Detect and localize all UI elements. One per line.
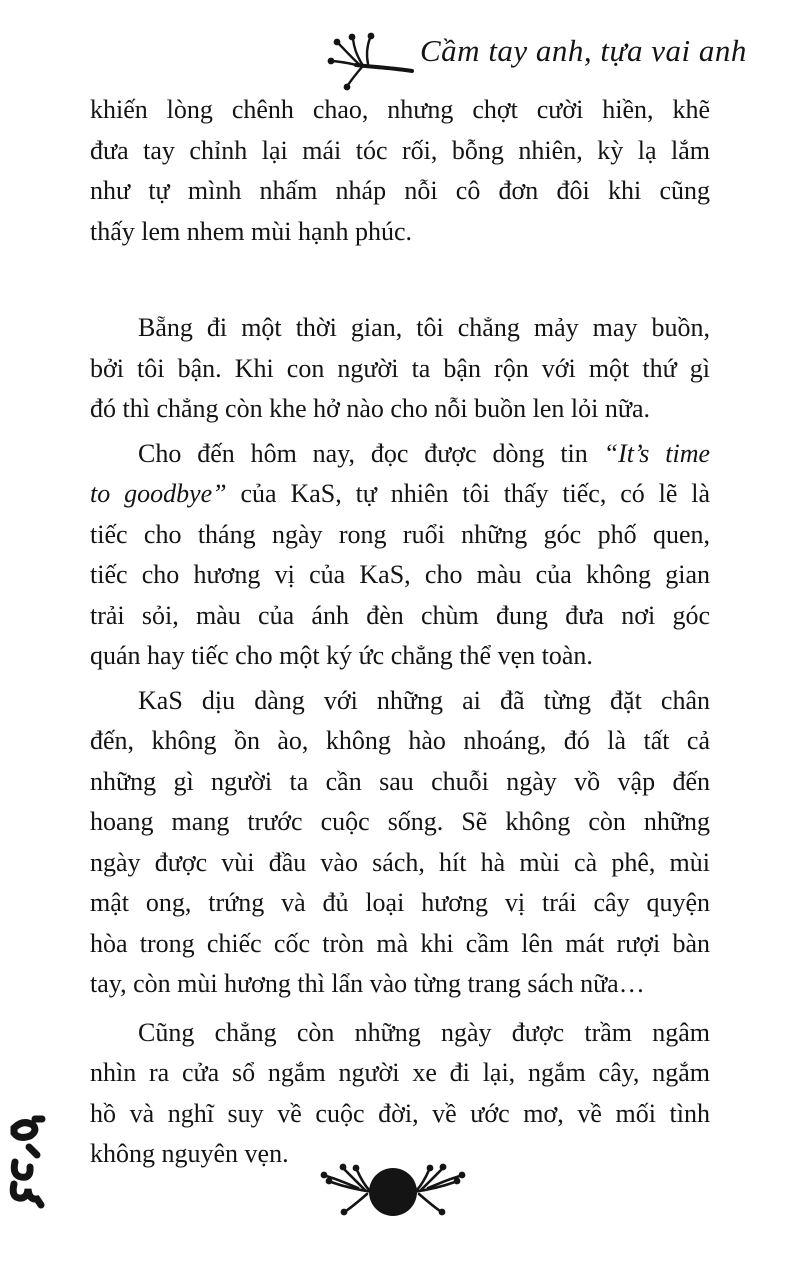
text-line (90, 555, 710, 596)
paragraph (90, 1013, 710, 1175)
text-segment: như tự mình nhấm nháp nỗi cô đơn đôi khi cũng (90, 176, 710, 205)
text-line (90, 171, 710, 212)
text-line (90, 515, 710, 556)
text-segment: trải sỏi, màu của ánh đèn chùm đung đưa nơi góc (90, 600, 710, 630)
text-line (90, 681, 710, 722)
running-header (0, 0, 800, 90)
text-segment: Bẵng đi một thời gian, tôi chẳng mảy may buồn, (138, 313, 710, 342)
text-segment: đưa tay chỉnh lại mái tóc rối, bỗng nhiên, kỳ lạ lắm (90, 135, 710, 165)
text-segment: hồ và nghĩ suy về cuộc đời, về ước mơ, về mối tình (90, 1098, 710, 1128)
text-line (90, 1094, 710, 1135)
text-segment: Cho đến hôm nay, đọc được dòng tin (138, 438, 604, 468)
text-segment: thấy lem nhem mùi hạnh phúc. (90, 216, 413, 246)
paragraph (90, 90, 710, 252)
paragraph (90, 434, 710, 677)
text-line (90, 721, 710, 762)
text-segment: bởi tôi bận. Khi con người ta bận rộn với một thứ gì (90, 353, 710, 383)
text-line (90, 762, 710, 803)
text-segment: hoang mang trước cuộc sống. Sẽ không còn những (90, 807, 710, 836)
text-segment: của KaS, tự nhiên tôi thấy tiếc, có lẽ là (226, 479, 711, 508)
text-line (90, 349, 710, 390)
berry-circle-divider-icon (313, 1154, 473, 1230)
text-line (90, 883, 710, 924)
text-line (90, 131, 710, 172)
text-segment: quán hay tiếc cho một ký ức chẳng thể vẹn toàn. (90, 641, 593, 670)
text-column (90, 90, 710, 1175)
text-line (90, 474, 710, 515)
text-line (90, 802, 710, 843)
text-segment: đến, không ồn ào, không hào nhoáng, đó là tất cả (90, 726, 710, 755)
text-segment: tiếc cho tháng ngày rong ruổi những góc phố quen, (90, 519, 710, 549)
text-line (90, 964, 710, 1005)
text-segment: ngày được vùi đầu vào sách, hít hà mùi cà phê, mùi (90, 847, 710, 877)
text-line (90, 308, 710, 349)
text-segment: khiến lòng chênh chao, nhưng chợt cười hiền, khẽ (90, 95, 710, 124)
text-line (90, 843, 710, 884)
text-line (90, 596, 710, 637)
paragraph (90, 681, 710, 1005)
text-line (90, 1013, 710, 1054)
text-line (90, 90, 710, 131)
paragraph (90, 308, 710, 430)
text-line (90, 636, 710, 677)
text-segment: mật ong, trứng và đủ loại hương vị trái cây quyện (90, 888, 710, 917)
text-segment: tiếc cho hương vị của KaS, cho màu của không gian (90, 560, 710, 589)
text-segment: Cũng chẳng còn những ngày được trầm ngâm (138, 1017, 710, 1047)
text-segment: những gì người ta cần sau chuỗi ngày vồ vập đến (90, 766, 710, 796)
italic-text-segment: to goodbye” (90, 479, 227, 508)
text-line (90, 212, 710, 253)
branch-sprig-icon (326, 30, 414, 92)
text-line (90, 924, 710, 965)
italic-text-segment: “It’s time (603, 438, 711, 468)
text-line (90, 389, 710, 430)
text-segment: đó thì chẳng còn khe hở nào cho nỗi buồn len lỏi nữa. (90, 394, 651, 423)
text-segment: không nguyên vẹn. (90, 1139, 289, 1168)
text-segment: hòa trong chiếc cốc tròn mà khi cầm lên mát rượi bàn (90, 928, 710, 958)
margin-stamp-icon (4, 1114, 48, 1210)
text-segment: KaS dịu dàng với những ai đã từng đặt chân (138, 685, 710, 715)
page-title: Cầm tay anh, tựa vai anh (420, 33, 747, 68)
text-line (90, 1053, 710, 1094)
text-segment: tay, còn mùi hương thì lẩn vào từng trang sách nữa… (90, 969, 645, 998)
text-segment: nhìn ra cửa sổ ngắm người xe đi lại, ngắm cây, ngắm (90, 1058, 710, 1087)
text-line (90, 434, 710, 475)
